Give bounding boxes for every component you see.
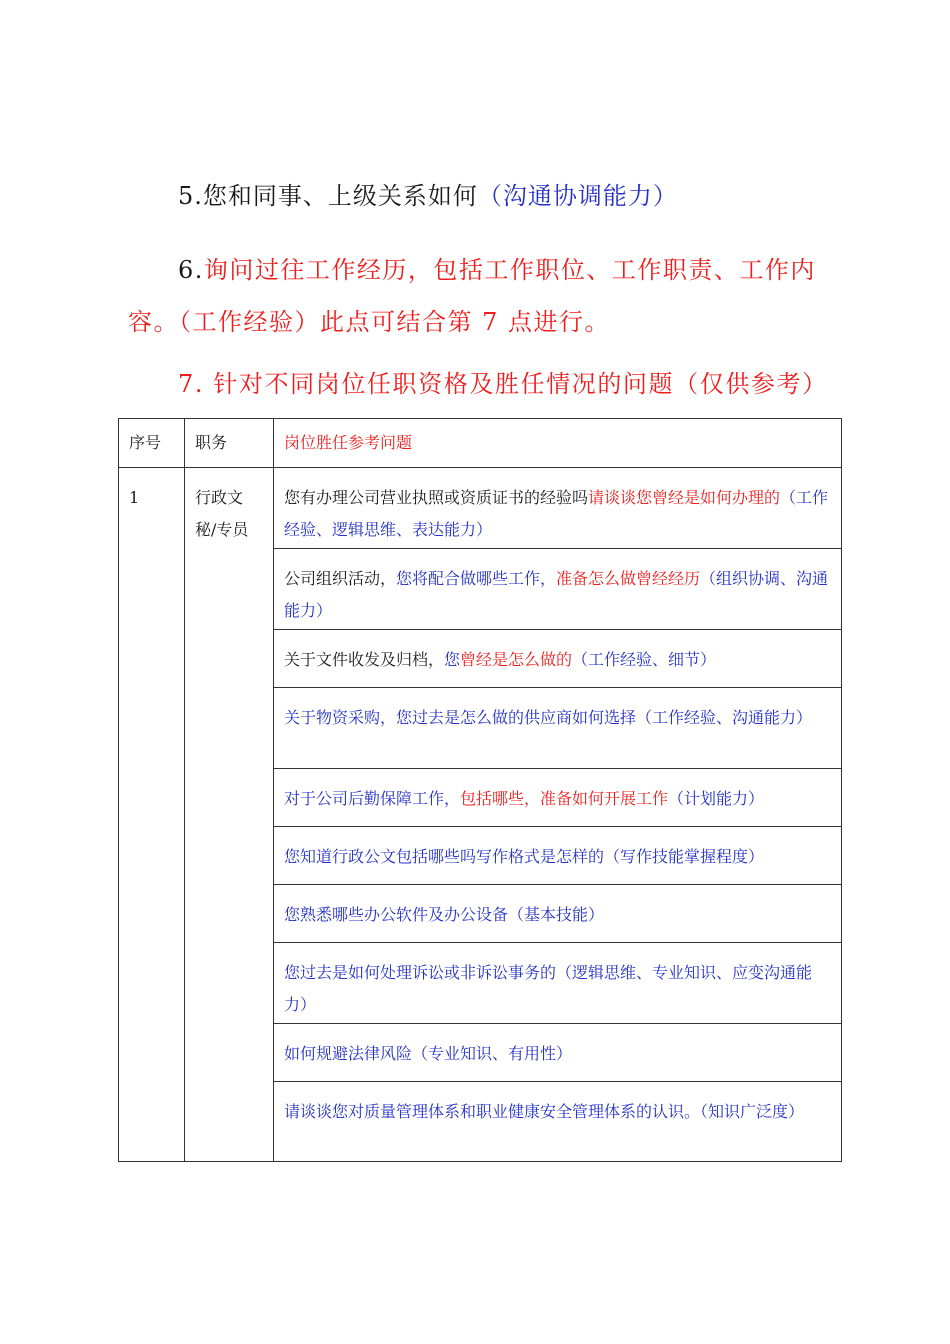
question-1: 您有办理公司营业执照或资质证书的经验吗请谈谈您曾经是如何办理的（工作经验、逻辑思维、表达能力）: [284, 488, 829, 539]
header-questions: 岗位胜任参考问题: [284, 433, 413, 452]
header-no: 序号: [129, 433, 162, 452]
table-row: [119, 468, 842, 549]
position-name: 行政文秘/专员: [195, 488, 249, 539]
question-10: 请谈谈您对质量管理体系和职业健康安全管理体系的认识。（知识广泛度）: [284, 1102, 805, 1121]
question-8: 您过去是如何处理诉讼或非诉讼事务的（逻辑思维、专业知识、应变沟通能力）: [284, 963, 813, 1014]
p6-number: 6.: [178, 256, 204, 284]
paragraph-5: [178, 176, 950, 211]
question-5: 对于公司后勤保障工作，包括哪些，准备如何开展工作（计划能力）: [284, 789, 765, 808]
p5-text: 您和同事、上级关系如何: [202, 182, 478, 210]
question-3: 关于文件收发及归档，您曾经是怎么做的（工作经验、细节）: [284, 650, 717, 669]
paragraph-6: [128, 244, 838, 348]
question-2: 公司组织活动，您将配合做哪些工作，准备怎么做曾经经历（组织协调、沟通能力）: [284, 569, 829, 620]
row-number: 1: [129, 488, 140, 507]
p5-number: 5.: [178, 182, 203, 210]
header-position: 职务: [195, 433, 228, 452]
paragraph-7: 7. 针对不同岗位任职资格及胜任情况的问题（仅供参考）: [178, 370, 828, 398]
competency-table: [118, 418, 842, 1162]
question-6: 您知道行政公文包括哪些吗写作格式是怎样的（写作技能掌握程度）: [284, 847, 765, 866]
p6-text: 询问过往工作经历，包括工作职位、工作职责、工作内容。（工作经验）此点可结合第 7 点进行。: [128, 256, 816, 336]
table-header-row: [119, 419, 842, 468]
question-4: 关于物资采购，您过去是怎么做的供应商如何选择（工作经验、沟通能力）: [284, 708, 813, 727]
question-9: 如何规避法律风险（专业知识、有用性）: [284, 1044, 573, 1063]
p5-tag: （沟通协调能力）: [477, 182, 678, 210]
question-7: 您熟悉哪些办公软件及办公设备（基本技能）: [284, 905, 605, 924]
